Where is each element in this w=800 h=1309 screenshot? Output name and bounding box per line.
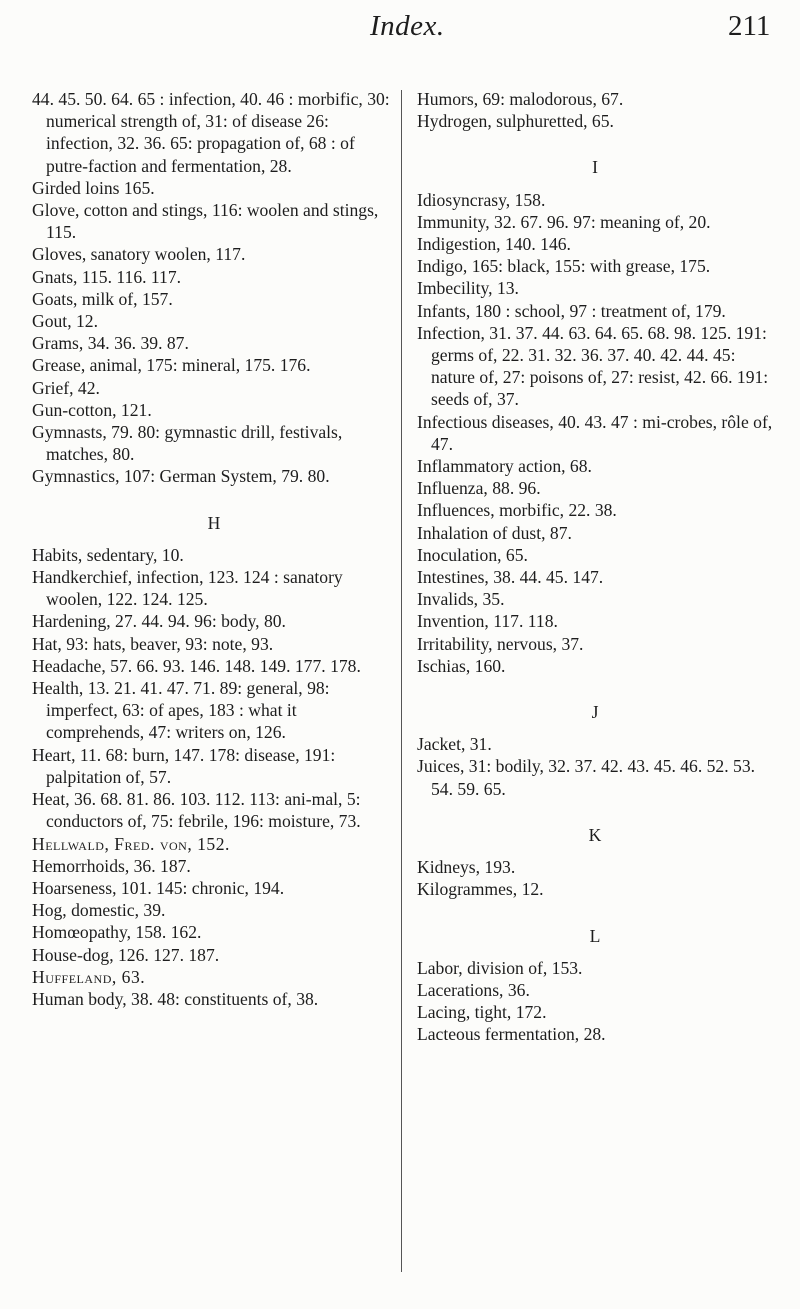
index-entry: Gun-cotton, 121. — [32, 399, 152, 420]
index-entry: Intestines, 38. 44. 45. 147. — [417, 567, 604, 588]
index-entry: Influences, morbific, 22. 38. — [417, 500, 617, 521]
index-entry: Lacteous fermentation, 28. — [417, 1024, 606, 1045]
section-letter: H — [207, 512, 221, 533]
index-entry: Hog, domestic, 39. — [32, 900, 166, 921]
index-entry: Infection, 31. 37. 44. 63. 64. 65. 68. 98. 125. 191: germs of, 22. 31. 32. 36. 37. 40. 42. 44. 45: nature of, 27: poisons of, 27: resist, 42. 66. 191: seeds of, 37. — [417, 322, 769, 410]
index-entry: Gout, 12. — [32, 311, 98, 332]
index-entry: Heart, 11. 68: burn, 147. 178: disease, 191: palpitation of, 57. — [32, 744, 336, 787]
index-entry: Health, 13. 21. 41. 47. 71. 89: general, 98: imperfect, 63: of apes, 183 : what it comprehends, 47: writers on, 126. — [32, 678, 330, 743]
index-column-right — [417, 88, 773, 1046]
index-entry: Immunity, 32. 67. 96. 97: meaning of, 20. — [417, 211, 711, 232]
index-entry: Hellwald, Fred. von, 152. — [32, 833, 230, 854]
running-title: Index. — [370, 10, 445, 42]
index-entry: Grief, 42. — [32, 377, 100, 398]
index-entry: Inhalation of dust, 87. — [417, 522, 572, 543]
index-entry: Ischias, 160. — [417, 655, 506, 676]
section-letter: K — [588, 824, 602, 845]
index-entry: Hydrogen, sulphuretted, 65. — [417, 111, 614, 132]
section-letter: J — [591, 702, 599, 723]
index-entry: Lacing, tight, 172. — [417, 1002, 547, 1023]
index-entry: Imbecility, 13. — [417, 278, 519, 299]
index-entry: Influenza, 88. 96. — [417, 478, 541, 499]
index-entry: House-dog, 126. 127. 187. — [32, 944, 220, 965]
index-entry: Handkerchief, infection, 123. 124 : sanatory woolen, 122. 124. 125. — [32, 567, 343, 610]
index-entry: Inoculation, 65. — [417, 544, 528, 565]
index-entry: 44. 45. 50. 64. 65 : infection, 40. 46 : morbific, 30: numerical strength of, 31: of disease 26: infection, 32. 36. 65: propagation of, 68 : of putre-faction and fermentation, 28. — [32, 89, 390, 176]
index-entry: Kilogrammes, 12. — [417, 879, 544, 900]
column-divider — [401, 90, 402, 1272]
index-entry: Gloves, sanatory woolen, 117. — [32, 244, 246, 265]
index-entry: Heat, 36. 68. 81. 86. 103. 112. 113: ani-mal, 5: conductors of, 75: febrile, 196: moisture, 73. — [32, 789, 361, 832]
index-entry: Labor, division of, 153. — [417, 957, 583, 978]
index-entry: Infants, 180 : school, 97 : treatment of, 179. — [417, 300, 726, 321]
index-entry: Hat, 93: hats, beaver, 93: note, 93. — [32, 633, 274, 654]
section-letter: L — [589, 925, 601, 946]
index-entry: Headache, 57. 66. 93. 146. 148. 149. 177. 178. — [32, 655, 361, 676]
index-entry: Gymnasts, 79. 80: gymnastic drill, festivals, matches, 80. — [32, 422, 343, 465]
index-entry: Jacket, 31. — [417, 734, 492, 755]
index-entry: Gymnastics, 107: German System, 79. 80. — [32, 466, 330, 487]
index-entry: Invention, 117. 118. — [417, 611, 558, 632]
index-entry: Infectious diseases, 40. 43. 47 : mi-crobes, rôle of, 47. — [417, 411, 773, 454]
index-entry: Habits, sedentary, 10. — [32, 544, 184, 565]
page-header — [0, 8, 800, 64]
index-entry: Glove, cotton and stings, 116: woolen and stings, 115. — [32, 200, 379, 243]
index-entry: Lacerations, 36. — [417, 979, 530, 1000]
index-entry: Irritability, nervous, 37. — [417, 633, 584, 654]
index-entry: Homœopathy, 158. 162. — [32, 922, 202, 943]
index-entry: Indigo, 165: black, 155: with grease, 175. — [417, 256, 711, 277]
index-entry: Juices, 31: bodily, 32. 37. 42. 43. 45. 46. 52. 53. 54. 59. 65. — [417, 756, 756, 799]
section-letter: I — [592, 157, 598, 178]
index-entry: Human body, 38. 48: constituents of, 38. — [32, 988, 319, 1009]
index-entry: Hemorrhoids, 36. 187. — [32, 855, 191, 876]
index-entry: Goats, milk of, 157. — [32, 288, 173, 309]
index-entry: Gnats, 115. 116. 117. — [32, 266, 182, 287]
index-entry: Invalids, 35. — [417, 589, 505, 610]
index-entry: Idiosyncrasy, 158. — [417, 189, 546, 210]
index-entry: Humors, 69: malodorous, 67. — [417, 89, 624, 109]
index-entry: Girded loins 165. — [32, 177, 155, 198]
index-entry: Grease, animal, 175: mineral, 175. 176. — [32, 355, 311, 376]
index-entry: Inflammatory action, 68. — [417, 456, 592, 477]
index-column-left — [32, 88, 396, 1010]
index-entry: Kidneys, 193. — [417, 857, 516, 878]
index-entry: Huffeland, 63. — [32, 966, 146, 987]
index-entry: Indigestion, 140. 146. — [417, 234, 571, 255]
index-entry: Grams, 34. 36. 39. 87. — [32, 333, 189, 354]
index-entry: Hardening, 27. 44. 94. 96: body, 80. — [32, 611, 286, 632]
index-entry: Hoarseness, 101. 145: chronic, 194. — [32, 877, 285, 898]
page-number: 211 — [728, 10, 771, 42]
